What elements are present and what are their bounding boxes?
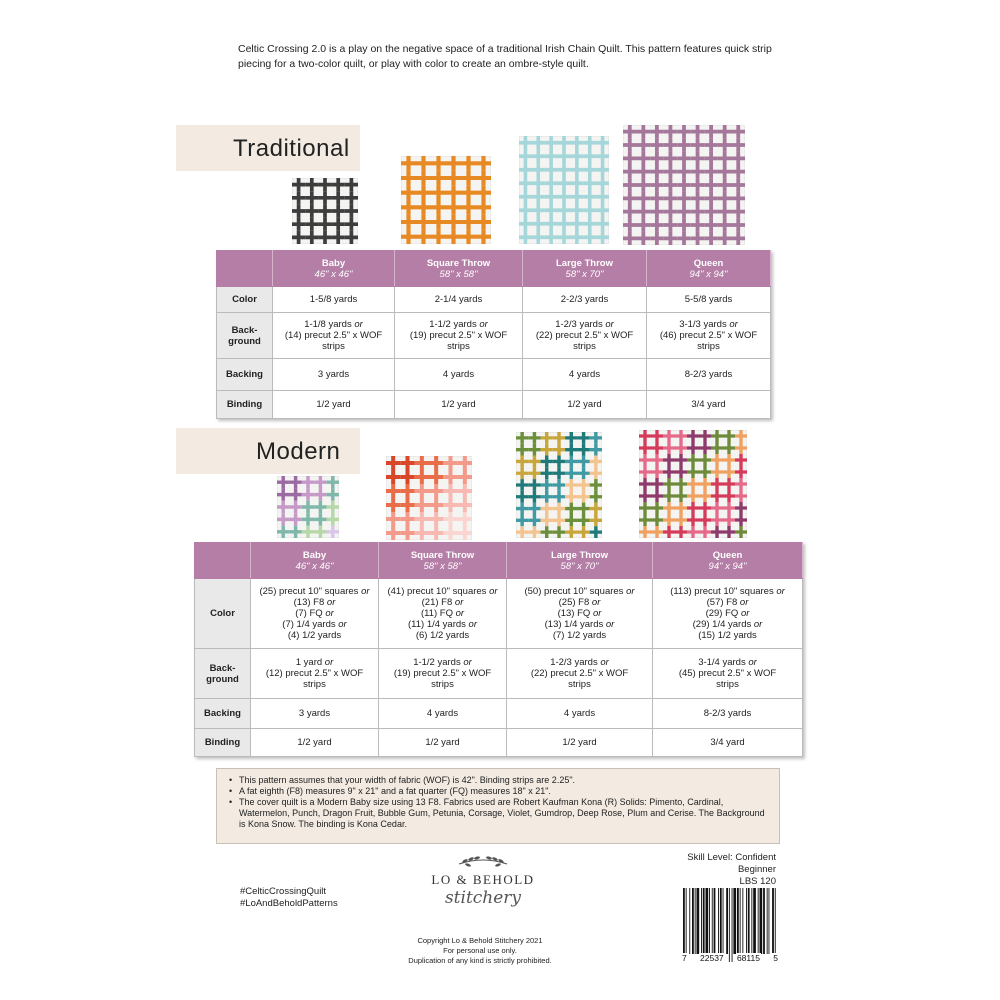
barcode-bar xyxy=(748,888,750,954)
barcode-bar xyxy=(695,888,696,954)
column-header xyxy=(507,543,653,579)
cell-text: (6) 1/2 yards xyxy=(415,630,470,641)
barcode-bar xyxy=(706,888,709,954)
traditional-yardage-table xyxy=(216,250,771,419)
cell-text: (41) precut 10" squares xyxy=(387,586,490,597)
cell-text: 1-2/3 yards xyxy=(555,319,606,330)
note-item: • A fat eighth (F8) measures 9" x 21" and a fat quarter (FQ) measures 18" x 21". xyxy=(225,786,771,797)
row-label: Back- ground xyxy=(195,649,251,699)
cell-text: (29) FQ xyxy=(705,608,739,619)
table-cell: 1/2 yard xyxy=(379,729,507,757)
cell-text: (13) FQ xyxy=(557,608,591,619)
table-corner xyxy=(217,251,273,287)
column-size: 58" x 70" xyxy=(565,268,604,280)
traditional-square-throw-quilt-image xyxy=(401,156,491,244)
or-text: or xyxy=(776,586,785,597)
column-name: Large Throw xyxy=(555,257,613,269)
modern-baby-quilt-image xyxy=(277,476,339,538)
barcode-icon xyxy=(681,888,779,962)
quilt-svg xyxy=(292,178,358,244)
modern-heading: Modern xyxy=(256,438,341,465)
row-label: Color xyxy=(217,287,273,313)
cell-text: 3-1/4 yards xyxy=(698,657,749,668)
column-header xyxy=(273,251,395,287)
row-label: Backing xyxy=(217,359,273,391)
cell-text: (22) precut 2.5" x WOF strips xyxy=(530,668,629,690)
cell-text: (11) 1/4 yards xyxy=(408,619,466,630)
barcode-bar xyxy=(703,888,705,954)
cell-text: (7) FQ xyxy=(295,608,323,619)
table-row xyxy=(195,699,803,729)
cell-text: (11) FQ xyxy=(420,608,453,619)
quilt-svg xyxy=(639,430,747,538)
table-cell xyxy=(653,649,803,699)
column-header xyxy=(395,251,523,287)
barcode-bar xyxy=(769,888,770,954)
row-label: Binding xyxy=(195,729,251,757)
or-text: or xyxy=(748,657,757,668)
barcode-bar xyxy=(742,888,743,954)
table-cell: 1/2 yard xyxy=(251,729,379,757)
table-cell: 1/2 yard xyxy=(523,391,647,419)
cell-text: 1-1/8 yards xyxy=(304,319,355,330)
table-cell xyxy=(507,579,653,649)
copyright xyxy=(388,936,572,966)
column-size: 58" x 58" xyxy=(423,560,462,572)
cell-text: (25) F8 xyxy=(558,597,590,608)
table-cell: 4 yards xyxy=(523,359,647,391)
table-cell xyxy=(507,649,653,699)
or-text: or xyxy=(489,586,498,597)
copyright-line: For personal use only. xyxy=(443,946,517,955)
or-text: or xyxy=(605,319,614,330)
or-text: or xyxy=(354,319,363,330)
cell-text: (45) precut 2.5" x WOF strips xyxy=(678,668,777,690)
column-header xyxy=(647,251,771,287)
table-cell xyxy=(273,313,395,359)
table-row xyxy=(195,649,803,699)
cell-text: (19) precut 2.5" x WOF strips xyxy=(409,330,508,352)
table-cell xyxy=(379,649,507,699)
table-cell: 3/4 yard xyxy=(653,729,803,757)
modern-table-header xyxy=(195,543,803,579)
or-text: or xyxy=(455,608,465,619)
table-cell: 4 yards xyxy=(507,699,653,729)
traditional-heading: Traditional xyxy=(233,135,350,162)
or-text: or xyxy=(324,657,334,668)
column-header xyxy=(653,543,803,579)
barcode-bar xyxy=(763,888,765,954)
row-label: Back- ground xyxy=(217,313,273,359)
column-size: 46" x 46" xyxy=(314,268,353,280)
cell-text: (57) F8 xyxy=(706,597,738,608)
cell-text: (12) precut 2.5" x WOF strips xyxy=(265,668,364,690)
table-cell: 4 yards xyxy=(379,699,507,729)
barcode-bar xyxy=(729,888,730,962)
barcode-bar xyxy=(772,888,774,954)
skill-line: Beginner xyxy=(737,864,776,875)
hashtag: #CelticCrossingQuilt xyxy=(240,886,327,897)
or-text: or xyxy=(740,608,750,619)
quilt-svg xyxy=(401,156,491,244)
table-cell: 3 yards xyxy=(273,359,395,391)
cell-text: 1-1/2 yards xyxy=(413,657,464,668)
column-name: Large Throw xyxy=(550,549,608,561)
table-cell xyxy=(647,313,771,359)
copyright-line: Duplication of any kind is strictly prohibited. xyxy=(408,956,552,965)
table-row xyxy=(195,729,803,757)
column-name: Square Throw xyxy=(426,257,491,269)
table-cell: 2-1/4 yards xyxy=(395,287,523,313)
or-text: or xyxy=(325,608,334,619)
table-row xyxy=(217,359,771,391)
table-row xyxy=(195,579,803,649)
column-size: 94" x 94" xyxy=(708,560,747,572)
barcode-bar xyxy=(714,888,716,954)
barcode-bar xyxy=(692,888,694,954)
or-text: or xyxy=(338,619,347,630)
or-text: or xyxy=(326,597,336,608)
table-cell xyxy=(395,313,523,359)
barcode-digit-group: 22537 xyxy=(700,953,724,963)
barcode-bar xyxy=(686,888,687,962)
quilt-svg xyxy=(386,456,472,540)
barcode-digit-group: 5 xyxy=(773,953,778,963)
traditional-queen-quilt-image xyxy=(623,125,745,245)
quilt-svg xyxy=(623,125,745,245)
barcode-bar xyxy=(775,888,776,962)
barcode-bar xyxy=(751,888,752,954)
cell-text: 1 yard xyxy=(295,657,325,668)
barcode-bar xyxy=(712,888,713,954)
column-size: 58" x 70" xyxy=(560,560,599,572)
barcode-bar xyxy=(732,888,733,962)
barcode-bar xyxy=(718,888,719,954)
or-text: or xyxy=(454,597,464,608)
traditional-banner xyxy=(176,125,360,171)
barcode-bar xyxy=(701,888,702,954)
barcode-bar xyxy=(758,888,759,954)
barcode-bar xyxy=(746,888,747,954)
barcode-digit-group: 68115 xyxy=(736,953,760,963)
or-text: or xyxy=(626,586,635,597)
barcode-bar xyxy=(683,888,685,962)
or-text: or xyxy=(739,597,749,608)
table-cell xyxy=(523,313,647,359)
cell-text: (15) 1/2 yards xyxy=(698,630,757,641)
barcode-bar xyxy=(720,888,722,954)
column-size: 94" x 94" xyxy=(689,268,728,280)
column-name: Queen xyxy=(693,257,724,269)
column-name: Square Throw xyxy=(410,549,475,561)
barcode-bar xyxy=(726,888,728,954)
modern-square-throw-quilt-image xyxy=(386,456,472,540)
row-label: Binding xyxy=(217,391,273,419)
barcode-bar xyxy=(709,888,710,954)
cell-text: (7) 1/4 yards xyxy=(282,619,336,630)
cell-text: (29) 1/4 yards xyxy=(692,619,752,630)
barcode-bar xyxy=(697,888,700,954)
column-size: 46" x 46" xyxy=(295,560,334,572)
intro-text: Celtic Crossing 2.0 is a play on the negative space of a traditional Irish Chain Quilt. This pattern features quick strip piecing for a two-color quilt, or play with color to create an ombre-style quilt. xyxy=(238,43,772,70)
cell-text: (25) precut 10" squares xyxy=(259,586,362,597)
laurel-icon xyxy=(453,854,513,870)
column-header xyxy=(523,251,647,287)
copyright-line: Copyright Lo & Behold Stitchery 2021 xyxy=(417,936,543,945)
cell-text: (19) precut 2.5" x WOF strips xyxy=(393,668,492,690)
table-cell: 5-5/8 yards xyxy=(647,287,771,313)
or-text: or xyxy=(600,657,609,668)
table-cell: 8-2/3 yards xyxy=(647,359,771,391)
cell-text: (21) F8 xyxy=(421,597,453,608)
or-text: or xyxy=(468,619,477,630)
table-cell: 3 yards xyxy=(251,699,379,729)
cell-text: 1-1/2 yards xyxy=(429,319,480,330)
skill-line: Skill Level: Confident xyxy=(687,852,776,863)
logo-line2: stitchery xyxy=(444,888,522,908)
barcode-digit-group: 7 xyxy=(682,953,687,963)
modern-yardage-table xyxy=(194,542,803,757)
table-cell xyxy=(653,579,803,649)
quilt-svg xyxy=(519,136,609,244)
hashtags xyxy=(240,886,338,910)
table-cell: 1/2 yard xyxy=(273,391,395,419)
cell-text: (13) F8 xyxy=(293,597,325,608)
or-text: or xyxy=(753,619,763,630)
table-cell: 1-5/8 yards xyxy=(273,287,395,313)
product-code: LBS 120 xyxy=(739,876,776,887)
row-label: Backing xyxy=(195,699,251,729)
table-row xyxy=(217,313,771,359)
column-name: Baby xyxy=(302,549,327,561)
quilt-svg xyxy=(277,476,339,538)
table-cell: 8-2/3 yards xyxy=(653,699,803,729)
or-text: or xyxy=(591,597,601,608)
table-cell: 4 yards xyxy=(395,359,523,391)
table-row xyxy=(217,391,771,419)
traditional-table-header xyxy=(217,251,771,287)
cell-text: (46) precut 2.5" x WOF strips xyxy=(659,330,758,352)
cell-text: (22) precut 2.5" x WOF strips xyxy=(535,330,634,352)
barcode-bar xyxy=(733,888,736,954)
or-text: or xyxy=(361,586,370,597)
column-name: Queen xyxy=(712,549,743,561)
column-header xyxy=(379,543,507,579)
or-text: or xyxy=(605,619,615,630)
quilt-svg xyxy=(516,432,602,538)
column-header xyxy=(251,543,379,579)
modern-queen-quilt-image xyxy=(639,430,747,538)
or-text: or xyxy=(729,319,738,330)
barcode-digits xyxy=(681,953,779,963)
cell-text: (50) precut 10" squares xyxy=(524,586,627,597)
barcode-bar xyxy=(753,888,756,954)
table-row xyxy=(217,287,771,313)
cell-text: (4) 1/2 yards xyxy=(287,630,342,641)
cell-text: 3-1/3 yards xyxy=(679,319,730,330)
column-name: Baby xyxy=(321,257,346,269)
table-cell xyxy=(251,649,379,699)
row-label: Color xyxy=(195,579,251,649)
brand-logo xyxy=(408,852,558,924)
column-size: 58" x 58" xyxy=(439,268,478,280)
table-cell: 2-2/3 yards xyxy=(523,287,647,313)
or-text: or xyxy=(479,319,488,330)
barcode-bar xyxy=(689,888,690,954)
cell-text: (14) precut 2.5" x WOF strips xyxy=(284,330,383,352)
skill-level xyxy=(646,852,776,888)
modern-large-throw-quilt-image xyxy=(516,432,602,538)
traditional-large-throw-quilt-image xyxy=(519,136,609,244)
cell-text: 1-2/3 yards xyxy=(550,657,601,668)
or-text: or xyxy=(463,657,472,668)
table-cell: 1/2 yard xyxy=(395,391,523,419)
cell-text: (13) 1/4 yards xyxy=(544,619,604,630)
notes-box xyxy=(216,768,780,844)
table-cell: 3/4 yard xyxy=(647,391,771,419)
modern-banner xyxy=(176,428,360,474)
or-text: or xyxy=(592,608,602,619)
table-cell xyxy=(379,579,507,649)
traditional-baby-quilt-image xyxy=(292,178,358,244)
note-item: • The cover quilt is a Modern Baby size using 13 F8. Fabrics used are Robert Kaufman Kona (R) Solids: Pimento, Cardinal, Watermelon, Punch, Dragon Fruit, Bubble Gum, Petunia, Corsage, Violet, Gumdrop, Deep Rose, Plum and Cerise. The Background is Kona Snow. The binding is Kona Cedar. xyxy=(225,797,771,830)
barcode-bar xyxy=(737,888,739,954)
barcode-bar xyxy=(740,888,741,954)
table-corner xyxy=(195,543,251,579)
hashtag: #LoAndBeholdPatterns xyxy=(240,898,338,909)
cell-text: (7) 1/2 yards xyxy=(552,630,607,641)
barcode-bar xyxy=(767,888,768,954)
cell-text: (113) precut 10" squares xyxy=(670,586,777,597)
table-cell: 1/2 yard xyxy=(507,729,653,757)
barcode-bar xyxy=(760,888,763,954)
logo-line1: LO & BEHOLD xyxy=(431,872,535,887)
table-cell xyxy=(251,579,379,649)
note-item: • This pattern assumes that your width of fabric (WOF) is 42". Binding strips are 2.25". xyxy=(225,775,771,786)
barcode-bar xyxy=(723,888,724,954)
